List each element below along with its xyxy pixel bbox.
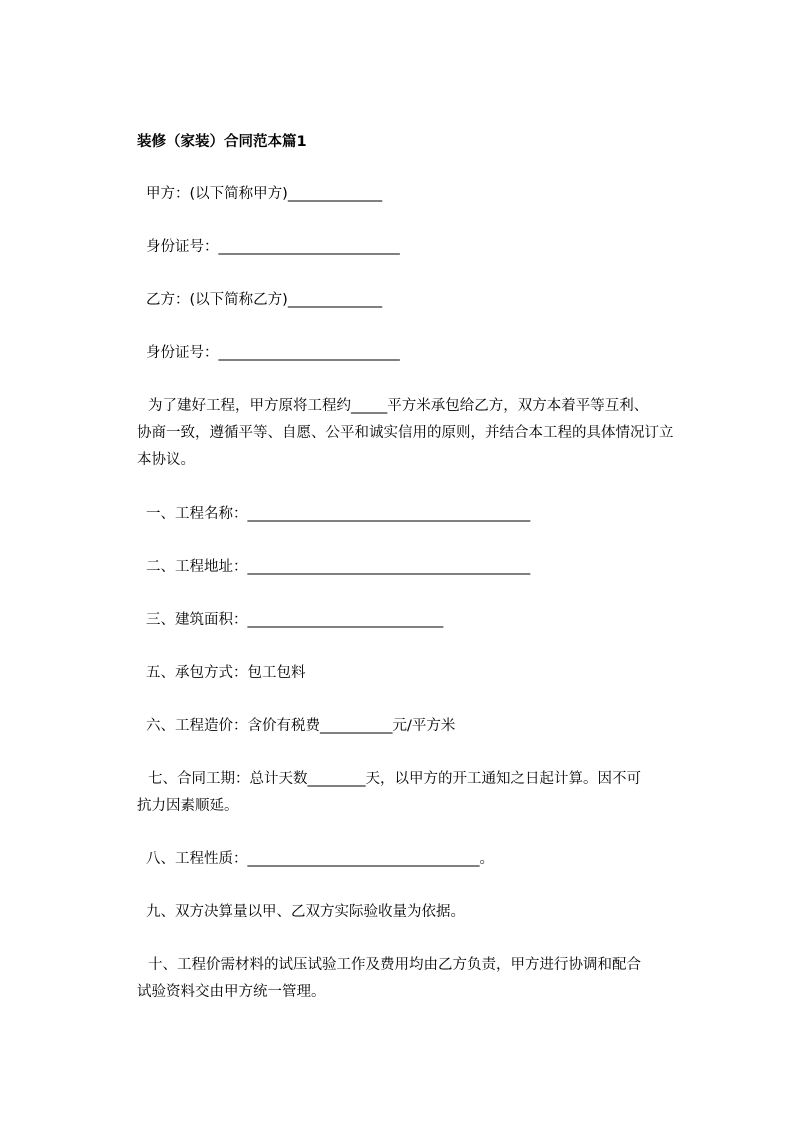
party-b-id-line: 身份证号：_________________________ [146, 345, 400, 361]
intro-line-3: 本协议。 [137, 452, 195, 468]
item-contract-period-1: 七、合同工期：总计天数________天，以甲方的开工通知之日起计算。因不可 [148, 771, 641, 787]
item-project-address: 二、工程地址：_______________________________________ [146, 559, 531, 575]
item-contract-method: 五、承包方式：包工包料 [146, 665, 306, 681]
item-building-area: 三、建筑面积：___________________________ [146, 612, 444, 628]
item-project-nature: 八、工程性质：________________________________。 [146, 851, 494, 867]
item-project-name: 一、工程名称：_______________________________________ [146, 506, 531, 522]
item-testing-1: 十、工程价需材料的试压试验工作及费用均由乙方负责，甲方进行协调和配合 [148, 957, 641, 973]
item-testing-2: 试验资料交由甲方统一管理。 [137, 984, 326, 1000]
item-contract-period-2: 抗力因素顺延。 [137, 798, 239, 814]
party-a-id-line: 身份证号：_________________________ [146, 239, 400, 255]
intro-line-2: 协商一致，遵循平等、自愿、公平和诚实信用的原则，并结合本工程的具体情况订立 [137, 425, 674, 441]
party-a-line: 甲方：(以下简称甲方)_____________ [146, 186, 383, 202]
item-project-cost: 六、工程造价：含价有税费__________元/平方米 [146, 718, 456, 734]
party-b-line: 乙方：(以下简称乙方)_____________ [146, 292, 383, 308]
intro-line-1: 为了建好工程，甲方原将工程约_____平方米承包给乙方，双方本着平等互利、 [148, 398, 649, 414]
item-settlement: 九、双方决算量以甲、乙双方实际验收量为依据。 [146, 904, 465, 920]
document-title: 装修（家装）合同范本篇1 [137, 134, 307, 150]
